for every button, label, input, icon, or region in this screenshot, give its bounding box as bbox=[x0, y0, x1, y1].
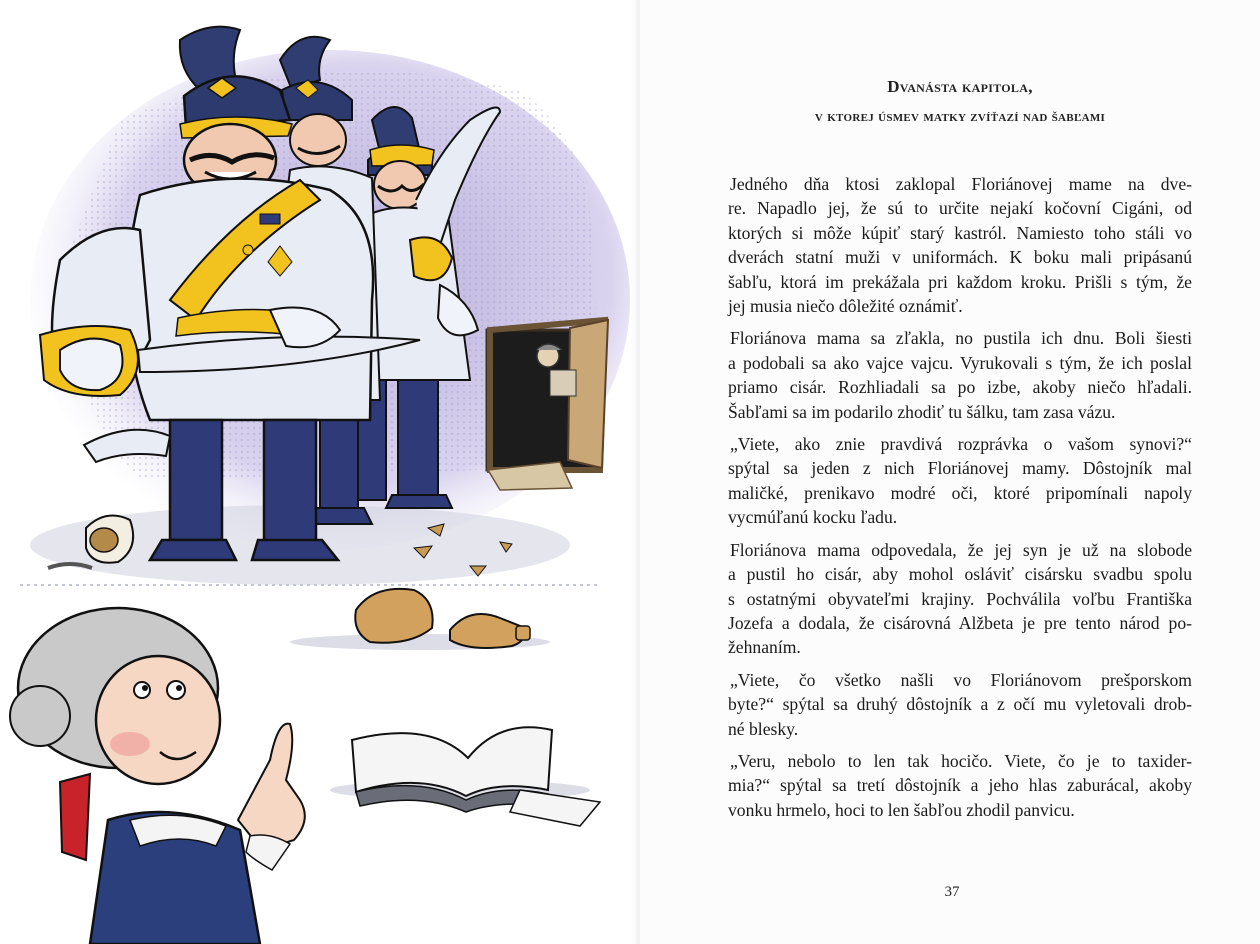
paragraph bbox=[728, 538, 1192, 660]
text-line: Šabľami sa im podarilo zhodiť tu šálku, tam zasa vázu. bbox=[728, 401, 1116, 422]
paragraph bbox=[728, 432, 1192, 530]
broken-vase bbox=[290, 589, 550, 650]
mother-figure bbox=[10, 608, 305, 944]
right-page bbox=[640, 0, 1260, 944]
text-line: priamo cisár. Rozhliadali sa po izbe, akoby niečo hľadali. bbox=[728, 377, 1192, 398]
chapter-title-line-2: v ktorej úsmev matky zvíťazí nad šabľami bbox=[814, 109, 1106, 125]
paragraph bbox=[728, 668, 1192, 741]
text-line: Jozefa a dodala, že cisárovná Alžbeta je pre tento národ po- bbox=[728, 612, 1192, 633]
text-line: šabľu, ktorá im prekážala pri každom kroku. Prišli s tým, že bbox=[728, 271, 1192, 292]
text-line: a podobali sa ako vajce vajcu. Vyrukovali s tým, že ich poslal bbox=[728, 352, 1192, 373]
text-line: ktorých si môže kúpiť starý kastról. Namiesto toho stáli vo bbox=[728, 222, 1192, 243]
text-line: s ostatnými obyvateľmi krajiny. Pochválila voľbu Františka bbox=[728, 588, 1192, 609]
text-line: maličké, prenikavo modré oči, ktoré pripomínali napoly bbox=[728, 482, 1192, 503]
text-line: Jedného dňa ktosi zaklopal Floriánovej mame na dve- bbox=[730, 174, 1192, 194]
paragraph bbox=[728, 172, 1192, 318]
text-line: a pustil ho cisár, aby mohol osláviť cisársku svadbu spolu bbox=[728, 564, 1192, 585]
text-line: byte?“ spýtal sa druhý dôstojník a z očí mu vyletovali drob- bbox=[728, 694, 1192, 715]
text-line: re. Napadlo jej, že sú to určite nejakí kočovní Cigáni, od bbox=[728, 198, 1192, 219]
text-line: „Viete, čo všetko našli vo Floriánovom prešporskom bbox=[730, 669, 1192, 690]
text-line: žehnaním. bbox=[728, 637, 801, 658]
text-line: „Veru, nebolo to len tak hocičo. Viete, čo je to taxider- bbox=[730, 750, 1192, 771]
text-line: né blesky. bbox=[728, 718, 799, 739]
text-line: vonku hrmelo, hoci to len šabľou zhodil panvicu. bbox=[728, 799, 1075, 820]
paragraph bbox=[728, 749, 1192, 822]
text-line: Floriánova mama sa zľakla, no pustila ich dnu. Boli šiesti bbox=[730, 328, 1192, 349]
page-number: 37 bbox=[944, 884, 960, 900]
text-line: Floriánova mama odpovedala, že jej syn je už na slobode bbox=[730, 539, 1192, 560]
text-line: mia?“ spýtal sa tretí dôstojník a jeho hlas zaburácal, akoby bbox=[728, 775, 1192, 796]
text-line: dverách statní muži v uniformách. K boku mali pripásanú bbox=[728, 247, 1192, 268]
text-line: vycmúľanú kocku ľadu. bbox=[728, 507, 898, 528]
paragraph bbox=[728, 326, 1192, 424]
text-line: „Viete, ako znie pravdivá rozprávka o vašom synovi?“ bbox=[730, 434, 1192, 455]
chapter-body bbox=[728, 172, 1192, 830]
text-line: spýtal sa jeden z nich Floriánovej mamy. Dôstojník mal bbox=[728, 458, 1192, 479]
fallen-book bbox=[330, 727, 600, 826]
chapter-title bbox=[700, 72, 1220, 132]
door-with-peeking-figure bbox=[487, 320, 608, 490]
chapter-title-line-1: Dvanásta kapitola, bbox=[887, 77, 1033, 96]
text-line: jej musia niečo dôležité oznámiť. bbox=[728, 296, 963, 317]
